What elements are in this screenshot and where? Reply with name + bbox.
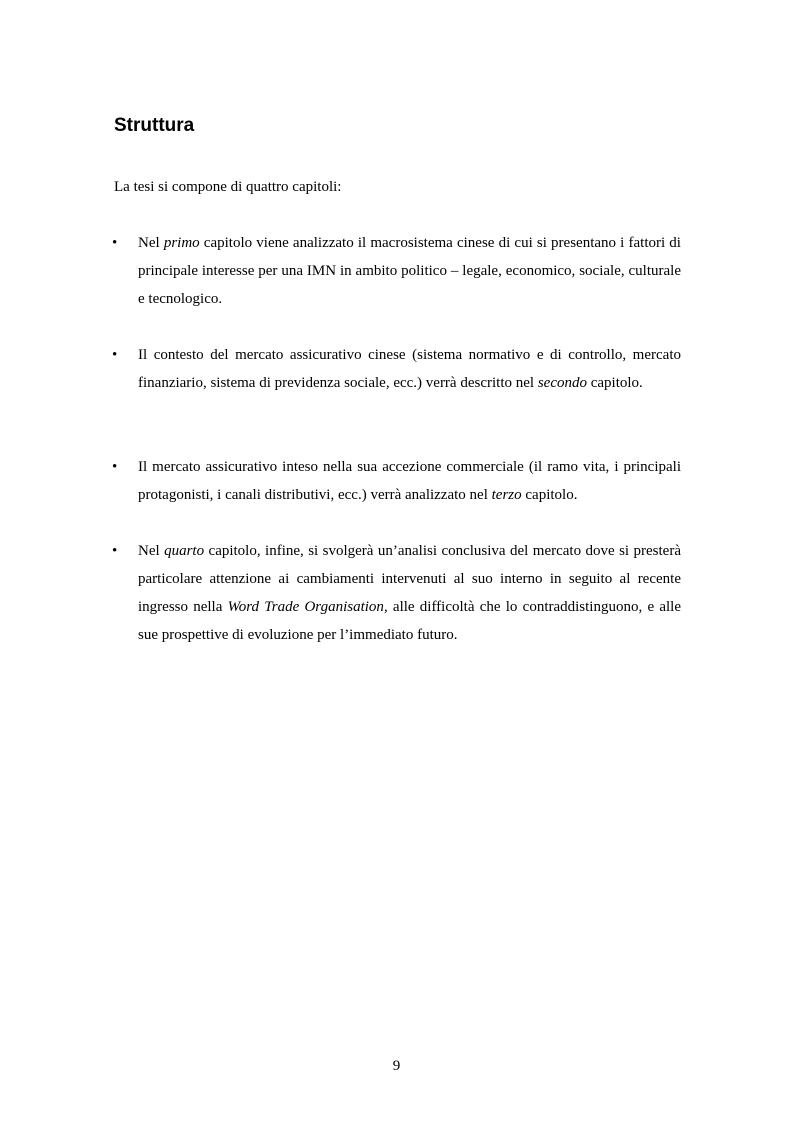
intro-paragraph: La tesi si compone di quattro capitoli:: [114, 179, 342, 195]
list-item-text: [138, 229, 681, 313]
text-run: capitolo, infine, si svolgerà un’analisi conclusiva del mercato dove si presterà particolare attenzione ai cambiamenti intervenuti al suo interno in seguito al recente ingresso nella: [138, 543, 681, 615]
text-run: , alle difficoltà che lo contraddistinguono, e alle sue prospettive di evoluzione per l’immediato futuro.: [138, 599, 681, 643]
list-item-text: [138, 537, 681, 649]
text-run: capitolo viene analizzato il macrosistema cinese di cui si presentano i fattori di principale interesse per una IMN in ambito politico – legale, economico, sociale, culturale e tecnologico.: [138, 235, 681, 307]
section-heading: Struttura: [114, 115, 195, 136]
bullet-icon: •: [112, 543, 118, 559]
page-number: 9: [392, 1058, 401, 1074]
list-item-text: [138, 453, 681, 509]
italic-term: secondo: [537, 375, 587, 391]
text-run: capitolo.: [586, 375, 643, 391]
text-run: Il mercato assicurativo inteso nella sua accezione commerciale (il ramo vita, i principali protagonisti, i canali distributivi, ecc.) verrà analizzato nel: [138, 459, 681, 503]
list-item-text: [138, 341, 681, 397]
text-run: capitolo.: [521, 487, 578, 503]
bullet-icon: •: [112, 459, 118, 475]
italic-term: terzo: [491, 487, 522, 503]
italic-term: Word Trade Organisation: [227, 599, 384, 615]
bullet-icon: •: [112, 235, 118, 251]
text-run: Il contesto del mercato assicurativo cinese (sistema normativo e di controllo, mercato finanziario, sistema di previdenza sociale, ecc.) verrà descritto nel: [138, 347, 681, 391]
text-run: Nel: [138, 235, 164, 251]
text-run: Nel: [138, 543, 165, 559]
italic-term: quarto: [164, 543, 205, 559]
italic-term: primo: [163, 235, 200, 251]
bullet-icon: •: [112, 347, 118, 363]
